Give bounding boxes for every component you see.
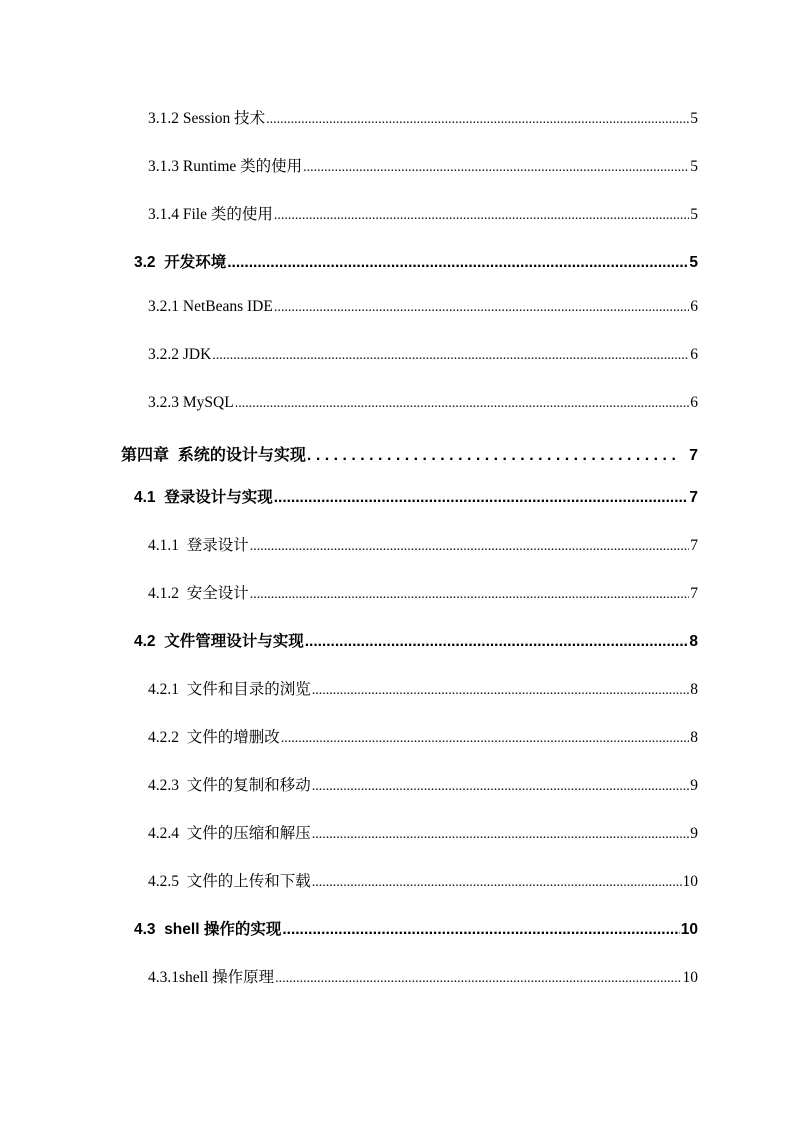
toc-entry-4-3-1[interactable] bbox=[0, 965, 698, 989]
toc-entry-4-1[interactable] bbox=[0, 485, 698, 509]
toc-entry-title: 开发环境 bbox=[164, 254, 227, 271]
toc-entry-4-2-1[interactable] bbox=[0, 677, 698, 701]
dot-leader bbox=[274, 206, 689, 224]
toc-entry-title: 文件的增删改 bbox=[186, 729, 280, 746]
toc-entry-4-3[interactable] bbox=[0, 917, 698, 941]
dot-leader bbox=[250, 585, 689, 603]
toc-page-number: 7 bbox=[689, 447, 698, 464]
toc-entry-4-1-1[interactable] bbox=[0, 533, 698, 557]
toc-entry-number: 4.2.5 bbox=[148, 873, 179, 890]
dot-leader bbox=[305, 633, 689, 651]
toc-page-number: 6 bbox=[690, 394, 698, 411]
toc-entry-label bbox=[134, 629, 304, 651]
toc-entry-title: 文件和目录的浏览 bbox=[186, 681, 311, 698]
toc-entry-number: 4.1.2 bbox=[148, 585, 179, 602]
toc-entry-3-1-3[interactable] bbox=[0, 154, 698, 178]
toc-entry-title: 文件的复制和移动 bbox=[186, 777, 311, 794]
toc-entry-title: NetBeans IDE bbox=[182, 298, 273, 315]
toc-entry-3-1-2[interactable] bbox=[0, 106, 698, 130]
toc-page-number: 7 bbox=[689, 489, 698, 506]
dot-leader bbox=[250, 537, 689, 555]
toc-page-number: 6 bbox=[690, 298, 698, 315]
toc-entry-number: 第四章 bbox=[121, 447, 170, 464]
toc-entry-4-2[interactable] bbox=[0, 629, 698, 653]
dot-leader bbox=[235, 394, 690, 412]
toc-entry-label bbox=[134, 250, 226, 272]
dot-leader bbox=[312, 873, 682, 891]
dot-leader bbox=[281, 729, 689, 747]
toc-page-number: 8 bbox=[690, 681, 698, 698]
toc-entry-number: 3.2 bbox=[134, 254, 156, 271]
toc-entry-number: 4.3 bbox=[134, 921, 156, 938]
dot-leader bbox=[307, 447, 680, 465]
toc-entry-number: 4.1.1 bbox=[148, 537, 179, 554]
toc-page-number: 6 bbox=[690, 346, 698, 363]
toc-entry-label bbox=[148, 965, 274, 987]
toc-entry-label bbox=[148, 533, 249, 555]
toc-page-number: 5 bbox=[690, 158, 698, 175]
toc-entry-3-2-2[interactable] bbox=[0, 346, 698, 370]
toc-entry-number: 3.1.2 bbox=[148, 110, 179, 127]
toc-entry-number: 4.2.4 bbox=[148, 825, 179, 842]
dot-leader bbox=[312, 777, 689, 795]
dot-leader bbox=[275, 969, 681, 987]
toc-entry-label bbox=[148, 154, 302, 176]
toc-entry-title: 文件的压缩和解压 bbox=[186, 825, 311, 842]
toc-entry-label bbox=[134, 485, 273, 507]
toc-entry-label bbox=[148, 677, 311, 699]
toc-page-number: 10 bbox=[682, 873, 698, 890]
toc-entry-title: 登录设计与实现 bbox=[164, 489, 273, 506]
toc-page-number: 5 bbox=[690, 110, 698, 127]
toc-entry-number: 3.2.3 bbox=[148, 394, 179, 411]
toc-entry-3-1-4[interactable] bbox=[0, 202, 698, 226]
dot-leader bbox=[312, 825, 689, 843]
toc-entry-3-2[interactable] bbox=[0, 250, 698, 274]
toc-entry-title: 系统的设计与实现 bbox=[177, 447, 306, 464]
toc-entry-label bbox=[148, 202, 273, 224]
toc-entry-title: 文件的上传和下载 bbox=[186, 873, 311, 890]
toc-entry-3-2-3[interactable] bbox=[0, 394, 698, 418]
toc-entry-label bbox=[148, 821, 311, 843]
toc-entry-label bbox=[148, 869, 311, 891]
toc-page-number: 9 bbox=[690, 777, 698, 794]
dot-leader bbox=[227, 254, 688, 272]
toc-entry-title: Runtime 类的使用 bbox=[182, 158, 303, 175]
toc-entry-title: JDK bbox=[182, 346, 212, 363]
toc-entry-title: shell 操作原理 bbox=[179, 969, 275, 986]
toc-page-number: 8 bbox=[689, 633, 698, 650]
dot-leader bbox=[274, 298, 689, 316]
dot-leader bbox=[274, 489, 689, 507]
toc-entry-label bbox=[148, 346, 211, 364]
toc-entry-number: 4.1 bbox=[134, 489, 156, 506]
toc-entry-title: 登录设计 bbox=[186, 537, 249, 554]
toc-entry-4-2-3[interactable] bbox=[0, 773, 698, 797]
toc-entry-number: 4.2.3 bbox=[148, 777, 179, 794]
toc-entry-4-2-2[interactable] bbox=[0, 725, 698, 749]
toc-entry-label bbox=[134, 917, 281, 939]
dot-leader bbox=[282, 921, 679, 939]
toc-entry-4-1-2[interactable] bbox=[0, 581, 698, 605]
toc-entry-number: 3.1.4 bbox=[148, 206, 179, 223]
toc-page-number: 7 bbox=[690, 585, 698, 602]
toc-entry-label bbox=[148, 106, 265, 128]
toc-entry-number: 4.2.2 bbox=[148, 729, 179, 746]
toc-entry-4-2-5[interactable] bbox=[0, 869, 698, 893]
toc-entry-title: 文件管理设计与实现 bbox=[164, 633, 304, 650]
toc-entry-title: 安全设计 bbox=[186, 585, 249, 602]
toc-entry-number: 3.2.2 bbox=[148, 346, 179, 363]
toc-entry-chapter-4[interactable] bbox=[0, 442, 698, 466]
toc-entry-label bbox=[121, 442, 306, 465]
toc-page-number: 5 bbox=[690, 206, 698, 223]
toc-entry-number: 3.1.3 bbox=[148, 158, 179, 175]
toc-entry-number: 4.2 bbox=[134, 633, 156, 650]
toc-entry-4-2-4[interactable] bbox=[0, 821, 698, 845]
dot-leader bbox=[266, 110, 689, 128]
toc-entry-label bbox=[148, 394, 234, 412]
toc-entry-label bbox=[148, 773, 311, 795]
toc-entry-3-2-1[interactable] bbox=[0, 298, 698, 322]
toc-entry-number: 4.3.1 bbox=[148, 969, 179, 986]
toc-page-number: 5 bbox=[689, 254, 698, 271]
toc-page-number: 10 bbox=[682, 969, 698, 986]
toc-entry-title: shell 操作的实现 bbox=[164, 921, 282, 938]
toc-entry-title: File 类的使用 bbox=[182, 206, 273, 223]
toc-entry-number: 3.2.1 bbox=[148, 298, 179, 315]
dot-leader bbox=[212, 346, 689, 364]
toc-entry-title: Session 技术 bbox=[182, 110, 266, 127]
toc-entry-label bbox=[148, 298, 273, 316]
toc-page-number: 7 bbox=[690, 537, 698, 554]
toc-entry-label bbox=[148, 581, 249, 603]
toc-entry-number: 4.2.1 bbox=[148, 681, 179, 698]
dot-leader bbox=[303, 158, 689, 176]
toc-page-number: 9 bbox=[690, 825, 698, 842]
toc-page-number: 10 bbox=[680, 921, 698, 938]
toc-entry-title: MySQL bbox=[182, 394, 234, 411]
dot-leader bbox=[312, 681, 689, 699]
toc-entry-label bbox=[148, 725, 280, 747]
toc-page-number: 8 bbox=[690, 729, 698, 746]
